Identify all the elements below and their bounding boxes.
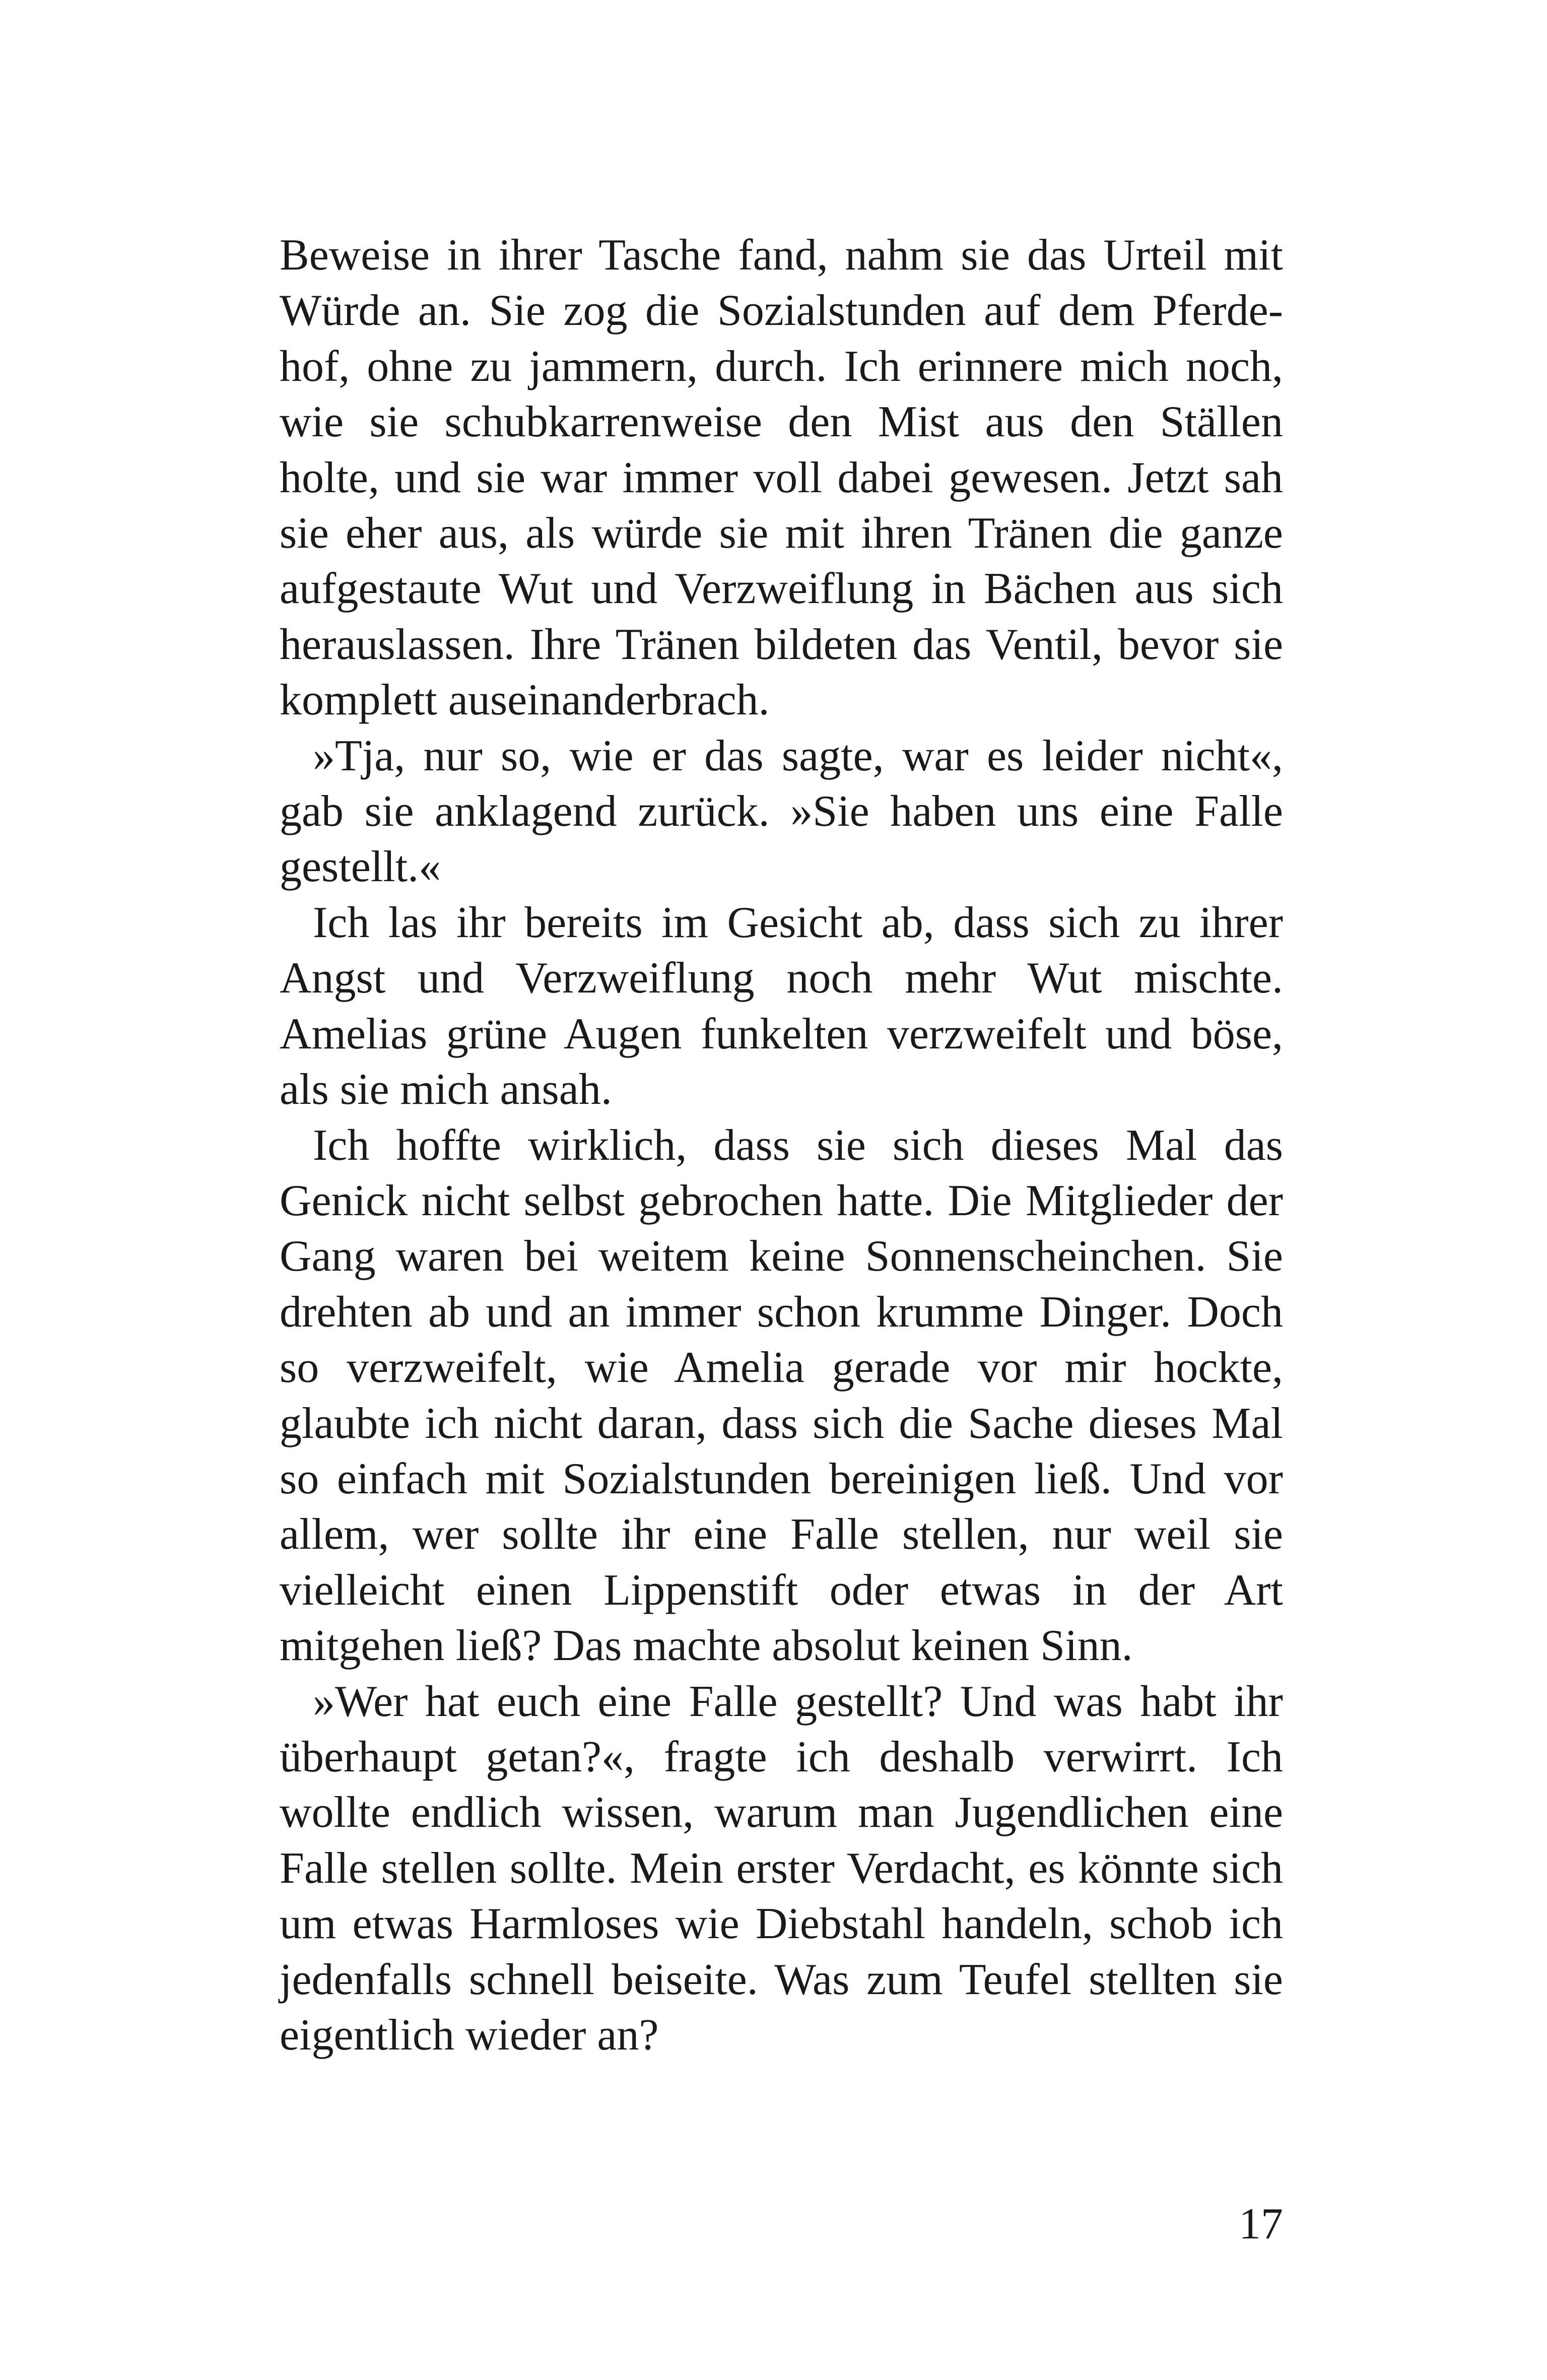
paragraph-5: »Wer hat euch eine Falle gestellt? Und was habt ihr überhaupt getan?«, fragte ich deshalb verwirrt. Ich wollte endlich wissen, warum man Jugendlichen eine Falle stellen sollte. Mein erster Verdacht, es könnte sich um etwas Harmloses wie Diebstahl handeln, schob ich jedenfalls schnell beiseite. Was zum Teufel stellten sie eigentlich wieder an? — [280, 1677, 1283, 2060]
paragraph-2: »Tja, nur so, wie er das sagte, war es leider nicht«, gab sie anklagend zurück. »Sie haben uns eine Falle gestellt.« — [280, 731, 1283, 892]
page-number: 17 — [1239, 2200, 1283, 2249]
body-text — [280, 228, 1283, 2063]
paragraph-3: Ich las ihr bereits im Gesicht ab, dass sich zu ihrer Angst und Verzweiflung noch mehr Wut mischte. Amelias grüne Augen funkelten verzweifelt und böse, als sie mich ansah. — [280, 898, 1283, 1114]
paragraph-1: Beweise in ihrer Tasche fand, nahm sie das Urteil mit Würde an. Sie zog die Sozialstunden auf dem Pferdehof, ohne zu jammern, durch. Ich erinnere mich noch, wie sie schubkarrenweise den Mist aus den Ställen holte, und sie war immer voll dabei gewesen. Jetzt sah sie eher aus, als würde sie mit ihren Tränen die ganze aufgestaute Wut und Verzweiflung in Bächen aus sich herauslassen. Ihre Tränen bildeten das Ventil, bevor sie komplett auseinanderbrach. — [280, 231, 1283, 725]
paragraph-4: Ich hoffte wirklich, dass sie sich dieses Mal das Genick nicht selbst gebrochen hatte. Die Mitglieder der Gang waren bei weitem keine Sonnenscheinchen. Sie drehten ab und an immer schon krumme Dinger. Doch so verzweifelt, wie Amelia gerade vor mir hockte, glaubte ich nicht daran, dass sich die Sache dieses Mal so einfach mit Sozialstunden bereinigen ließ. Und vor allem, wer sollte ihr eine Falle stellen, nur weil sie vielleicht einen Lippenstift oder etwas in der Art mitgehen ließ? Das machte absolut keinen Sinn. — [280, 1120, 1283, 1671]
